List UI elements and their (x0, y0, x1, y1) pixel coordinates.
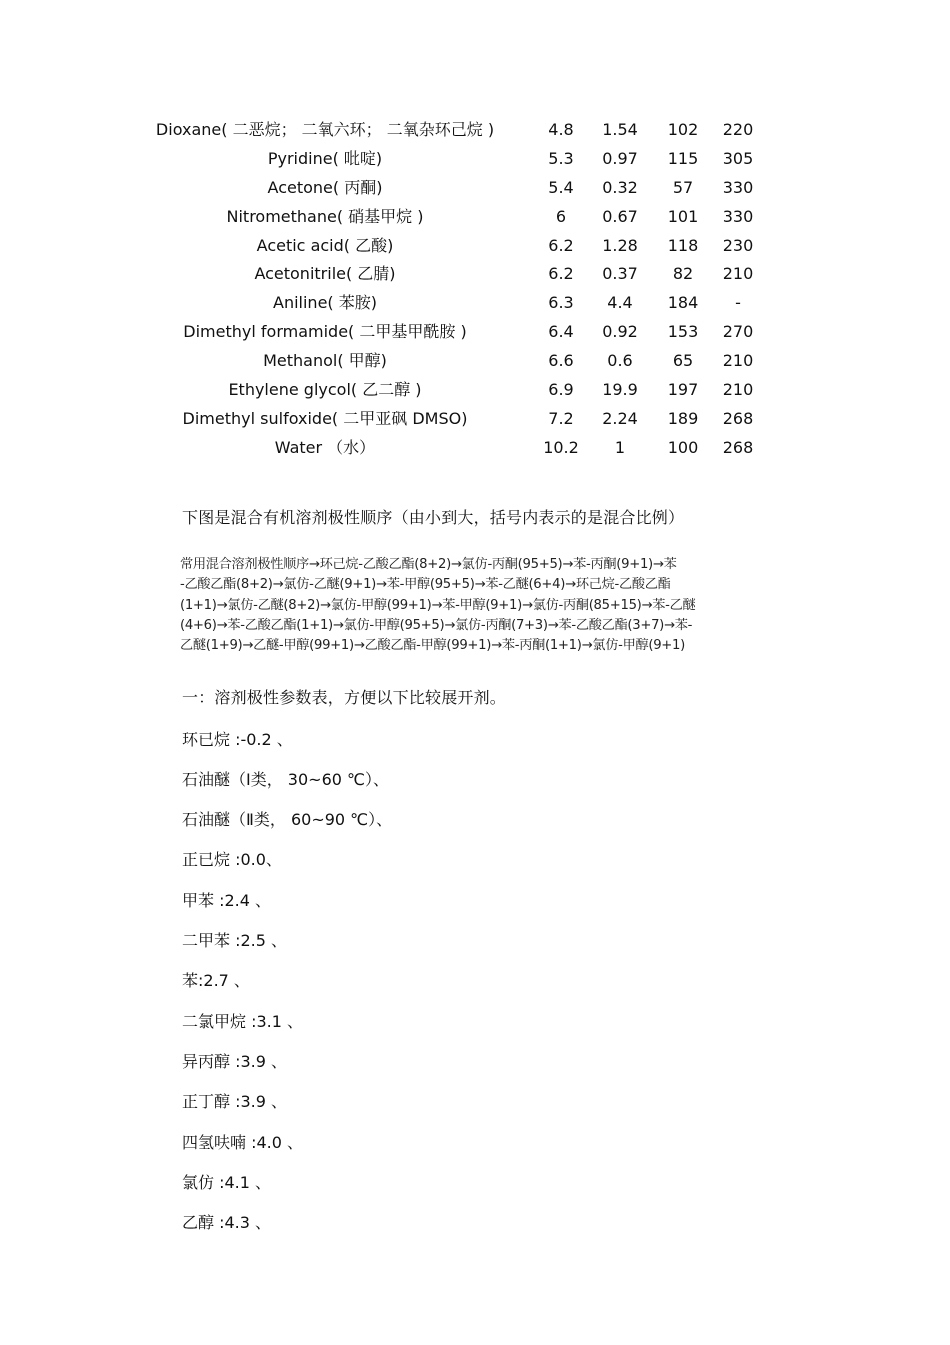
uv-cutoff-value: 220 (722, 120, 754, 139)
viscosity-value: 4.4 (607, 293, 633, 313)
list-item: 正已烷 :0.0、 (182, 850, 282, 869)
uv-cutoff-value: 330 (722, 206, 754, 226)
uv-cutoff-value: 270 (722, 322, 754, 342)
viscosity-value: 0.37 (602, 264, 638, 284)
solvent-name: Acetone( 丙酮) (267, 177, 383, 197)
uv-cutoff-value: 268 (722, 437, 754, 457)
list-item: 甲苯 :2.4 、 (182, 891, 272, 910)
solvent-properties-table (130, 116, 770, 463)
solvent-name: Methanol( 甲醇) (263, 351, 387, 371)
viscosity-value: 0.32 (602, 177, 638, 197)
solvent-name: Water （水） (274, 437, 376, 457)
viscosity-value: 19.9 (602, 380, 638, 400)
table-row (130, 260, 770, 289)
polarity-value: 7.2 (548, 408, 574, 428)
polarity-value: 6.2 (548, 235, 574, 255)
polarity-value: 4.8 (548, 120, 574, 139)
uv-cutoff-value: 210 (722, 264, 754, 284)
section-heading: 一：溶剂极性参数表，方便以下比较展开剂。 (182, 688, 507, 707)
list-item: 石油醚（Ⅰ类， 30~60 ℃）、 (182, 770, 389, 789)
solvent-name: Nitromethane( 硝基甲烷 ) (226, 206, 424, 226)
boiling-point-value: 153 (667, 322, 699, 342)
table-row (130, 434, 770, 463)
list-item: 异丙醇 :3.9 、 (182, 1052, 288, 1071)
polarity-value: 5.4 (548, 177, 574, 197)
uv-cutoff-value: - (735, 293, 741, 313)
solvent-name: Aniline( 苯胺) (273, 293, 377, 313)
figure-line: 常用混合溶剂极性顺序→环己烷-乙酸乙酯(8+2)→氯仿-丙酮(95+5)→苯-丙酮(9+1)→苯 (180, 557, 677, 572)
polarity-value: 6.6 (548, 351, 574, 371)
table-row (130, 232, 770, 261)
boiling-point-value: 115 (667, 148, 699, 168)
table-row (130, 347, 770, 376)
boiling-point-value: 82 (672, 264, 694, 284)
polarity-value: 6.9 (548, 380, 574, 400)
polarity-value: 6.4 (548, 322, 574, 342)
uv-cutoff-value: 210 (722, 380, 754, 400)
viscosity-value: 1 (614, 437, 626, 457)
solvent-name: Acetonitrile( 乙腈) (254, 264, 396, 284)
solvent-name: Dimethyl sulfoxide( 二甲亚砜 DMSO) (182, 408, 468, 428)
mixed-solvent-polarity-figure (180, 555, 755, 659)
polarity-value: 5.3 (548, 148, 574, 168)
solvent-name: Acetic acid( 乙酸) (256, 235, 394, 255)
figure-line: 乙醚(1+9)→乙醚-甲醇(99+1)→乙酸乙酯-甲醇(99+1)→苯-丙酮(1+1)→氯仿-甲醇(9+1) (180, 638, 685, 654)
boiling-point-value: 189 (667, 408, 699, 428)
list-item: 正丁醇 :3.9 、 (182, 1092, 288, 1111)
uv-cutoff-value: 230 (722, 235, 754, 255)
viscosity-value: 0.92 (602, 322, 638, 342)
list-item: 乙醇 :4.3 、 (182, 1213, 272, 1232)
table-row (130, 145, 770, 174)
uv-cutoff-value: 268 (722, 408, 754, 428)
uv-cutoff-value: 305 (722, 148, 754, 168)
list-item: 二甲苯 :2.5 、 (182, 931, 288, 950)
viscosity-value: 1.54 (602, 120, 638, 139)
viscosity-value: 0.97 (602, 148, 638, 168)
viscosity-value: 0.6 (607, 351, 633, 371)
figure-line: (1+1)→氯仿-乙醚(8+2)→氯仿-甲醇(99+1)→苯-甲醇(9+1)→氯仿-丙酮(85+15)→苯-乙醚 (180, 597, 696, 613)
figure-line: (4+6)→苯-乙酸乙酯(1+1)→氯仿-甲醇(95+5)→氯仿-丙酮(7+3)→苯-乙酸乙酯(3+7)→苯- (180, 617, 693, 633)
uv-cutoff-value: 330 (722, 177, 754, 197)
boiling-point-value: 57 (672, 177, 694, 197)
table-row (130, 376, 770, 405)
solvent-name: Ethylene glycol( 乙二醇 ) (228, 380, 422, 400)
table-row (130, 174, 770, 203)
boiling-point-value: 102 (667, 120, 699, 139)
boiling-point-value: 197 (667, 380, 699, 400)
list-item: 二氯甲烷 :3.1 、 (182, 1012, 304, 1031)
boiling-point-value: 101 (667, 206, 699, 226)
boiling-point-value: 184 (667, 293, 699, 313)
list-item: 氯仿 :4.1 、 (182, 1173, 272, 1192)
boiling-point-value: 65 (672, 351, 694, 371)
mixed-solvent-intro: 下图是混合有机溶剂极性顺序（由小到大，括号内表示的是混合比例） (182, 508, 685, 527)
polarity-value: 6 (555, 206, 567, 226)
table-row (130, 405, 770, 434)
list-item: 四氢呋喃 :4.0 、 (182, 1133, 304, 1152)
viscosity-value: 1.28 (602, 235, 638, 255)
solvent-name: Pyridine( 吡啶) (267, 148, 383, 168)
viscosity-value: 2.24 (602, 408, 638, 428)
table-row (130, 289, 770, 318)
list-item: 石油醚（Ⅱ类， 60~90 ℃）、 (182, 810, 393, 829)
boiling-point-value: 100 (667, 437, 699, 457)
list-item: 环已烷 :-0.2 、 (182, 730, 293, 749)
table-row (130, 203, 770, 232)
list-item: 苯:2.7 、 (182, 971, 250, 990)
polarity-value: 6.3 (548, 293, 574, 313)
table-row (130, 116, 770, 145)
solvent-name: Dioxane( 二恶烷； 二氧六环； 二氧杂环己烷 ) (155, 120, 495, 139)
solvent-name: Dimethyl formamide( 二甲基甲酰胺 ) (183, 322, 467, 342)
polarity-value: 6.2 (548, 264, 574, 284)
polarity-value: 10.2 (543, 437, 579, 457)
table-row (130, 318, 770, 347)
uv-cutoff-value: 210 (722, 351, 754, 371)
viscosity-value: 0.67 (602, 206, 638, 226)
boiling-point-value: 118 (667, 235, 699, 255)
figure-line: -乙酸乙酯(8+2)→氯仿-乙醚(9+1)→苯-甲醇(95+5)→苯-乙醚(6+4)→环己烷-乙酸乙酯 (180, 577, 671, 593)
